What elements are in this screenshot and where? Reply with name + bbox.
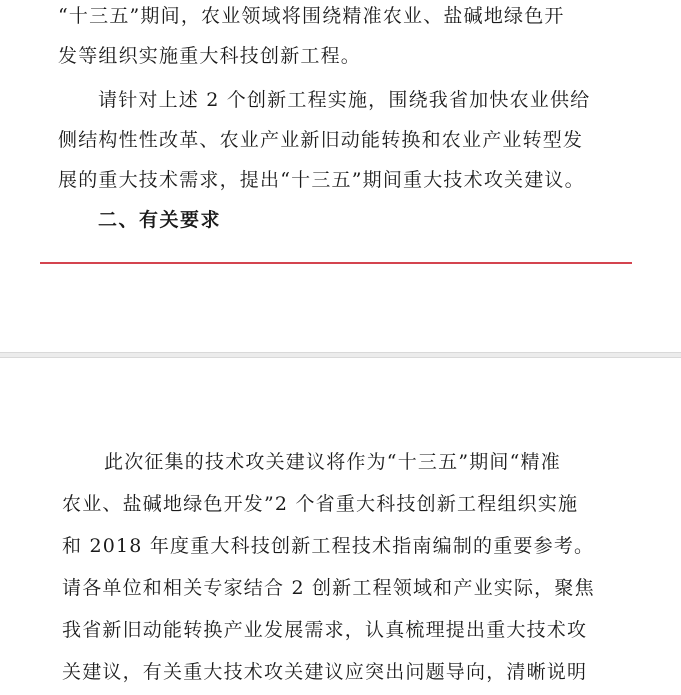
paragraph-line: 展的重大技术需求，提出“十三五”期间重大技术攻关建议。	[58, 169, 585, 191]
red-divider-line	[40, 262, 632, 264]
paragraph-line: 请针对上述 2 个创新工程实施，围绕我省加快农业供给	[98, 89, 591, 111]
paragraph-line: 和 2018 年度重大科技创新工程技术指南编制的重要参考。	[62, 535, 595, 557]
paragraph-line: 发等组织实施重大科技创新工程。	[58, 45, 362, 67]
paragraph-line: 此次征集的技术攻关建议将作为“十三五”期间“精准	[104, 451, 561, 473]
paragraph-line: 请各单位和相关专家结合 2 创新工程领域和产业实际，聚焦	[62, 577, 595, 599]
paragraph-line: 我省新旧动能转换产业发展需求，认真梳理提出重大技术攻	[62, 619, 588, 641]
paragraph-line: 侧结构性性改革、农业产业新旧动能转换和农业产业转型发	[58, 129, 584, 151]
paragraph-line: 农业、盐碱地绿色开发”2 个省重大科技创新工程组织实施	[62, 493, 579, 515]
document-page-bottom	[0, 358, 681, 695]
paragraph-line: “十三五”期间，农业领域将围绕精准农业、盐碱地绿色开	[58, 5, 565, 27]
section-heading: 二、有关要求	[98, 209, 222, 231]
paragraph-line: 关建议，有关重大技术攻关建议应突出问题导向，清晰说明	[62, 661, 588, 683]
